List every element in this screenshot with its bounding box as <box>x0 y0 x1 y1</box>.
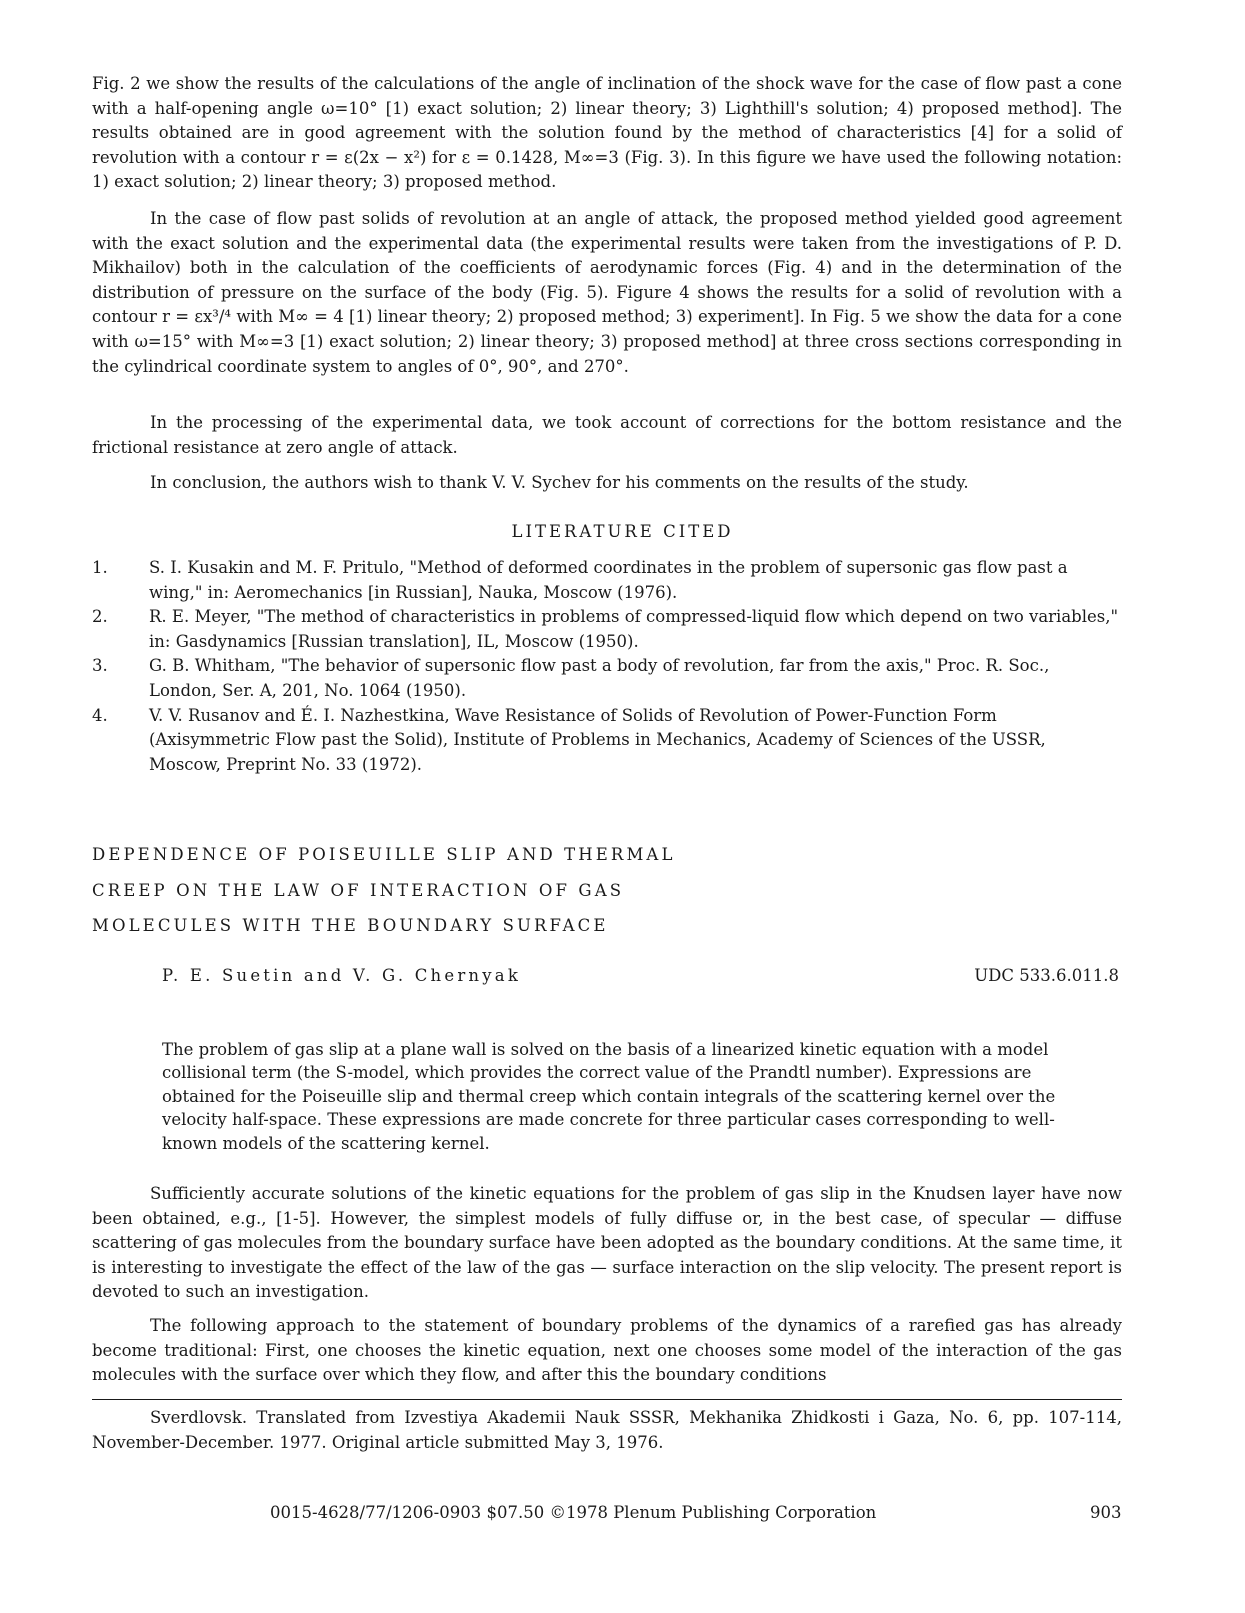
reference-item <box>92 605 1122 654</box>
page-number: 903 <box>1090 1503 1122 1522</box>
reference-text: S. I. Kusakin and M. F. Pritulo, "Method of deformed coordinates in the problem of supersonic gas flow past a wing," in: Aeromechanics [in Russian], Nauka, Moscow (1976). <box>149 558 1068 602</box>
article-body-paragraph-1: Sufficiently accurate solutions of the kinetic equations for the problem of gas slip in the Knudsen layer have now been obtained, e.g., [1-5]. However, the simplest models of fully diffuse or, in the best case, of specular — diffuse scattering of gas molecules from the boundary surface have been adopted as the boundary conditions. At the same time, it is interesting to investigate the effect of the law of the gas — surface interaction on the slip velocity. The present report is devoted to such an investigation. <box>92 1184 1122 1302</box>
reference-item <box>92 704 1122 778</box>
reference-number: 2. <box>92 607 108 627</box>
udc-code: UDC 533.6.011.8 <box>974 966 1119 985</box>
paragraph-angle-of-attack: In the case of flow past solids of revolution at an angle of attack, the proposed method yielded good agreement with the exact solution and the experimental data (the experimental results were taken from the investigations of P. D. Mikhailov) both in the calculation of the coefficients of aerodynamic forces (Fig. 4) and in the determination of the distribution of pressure on the surface of the body (Fig. 5). Figure 4 shows the results for a solid of revolution with a contour r = εx³/⁴ with M∞ = 4 [1) linear theory; 2) proposed method; 3) experiment]. In Fig. 5 we show the data for a cone with ω=15° with M∞=3 [1) exact solution; 2) linear theory; 3) proposed method] at three cross sections corresponding in the cylindrical coordinate system to angles of 0°, 90°, and 270°. <box>92 209 1122 376</box>
footnote: Sverdlovsk. Translated from Izvestiya Akademii Nauk SSSR, Mekhanika Zhidkosti i Gaza, No. 6, pp. 107-114, November-December. 1977. Original article submitted May 3, 1976. <box>92 1408 1122 1452</box>
article-title-line-3: MOLECULES WITH THE BOUNDARY SURFACE <box>92 916 609 935</box>
reference-item <box>92 654 1122 703</box>
reference-list <box>92 556 1122 777</box>
reference-text: V. V. Rusanov and É. I. Nazhestkina, Wave Resistance of Solids of Revolution of Power-Function Form (Axisymmetric Flow past the Solid), Institute of Problems in Mechanics, Academy of Sciences of the USSR, Moscow, Preprint No. 33 (1972). <box>149 705 1046 774</box>
article-title-line-1: DEPENDENCE OF POISEUILLE SLIP AND THERMAL <box>92 845 676 864</box>
paragraph-processing: In the processing of the experimental data, we took account of corrections for the bottom resistance and the frictional resistance at zero angle of attack. <box>92 413 1122 457</box>
reference-number: 1. <box>92 558 108 577</box>
reference-number: 4. <box>92 705 108 725</box>
copyright-line: 0015-4628/77/1206-0903 $07.50 ©1978 Plenum Publishing Corporation <box>270 1503 877 1522</box>
reference-item <box>92 556 1122 605</box>
paragraph-fig2-results: Fig. 2 we show the results of the calculations of the angle of inclination of the shock wave for the case of flow past a cone with a half-opening angle ω=10° [1) exact solution; 2) linear theory; 3) Lighthill's solution; 4) proposed method]. The results obtained are in good agreement with the solution found by the method of characteristics [4] for a solid of revolution with a contour r = ε(2x − x²) for ε = 0.1428, M∞=3 (Fig. 3). In this figure we have used the following notation: 1) exact solution; 2) linear theory; 3) proposed method. <box>92 74 1122 192</box>
literature-cited-heading: LITERATURE CITED <box>511 522 734 541</box>
article-body-paragraph-2: The following approach to the statement of boundary problems of the dynamics of a rarefied gas has already become traditional: First, one chooses the kinetic equation, next one chooses some model of the interaction of the gas molecules with the surface over which they flow, and after this the boundary conditions <box>92 1316 1122 1385</box>
article-abstract: The problem of gas slip at a plane wall is solved on the basis of a linearized kinetic equation with a model collisional term (the S-model, which provides the correct value of the Prandtl number). Expressions are obtained for the Poiseuille slip and thermal creep which contain integrals of the scattering kernel over the velocity half-space. These expressions are made concrete for three particular cases corresponding to well-known models of the scattering kernel. <box>162 1040 1056 1153</box>
reference-text: G. B. Whitham, "The behavior of supersonic flow past a body of revolution, far from the axis," Proc. R. Soc., London, Ser. A, 201, No. 1064 (1950). <box>149 656 1050 700</box>
reference-text: R. E. Meyer, "The method of characteristics in problems of compressed-liquid flow which depend on two variables," in: Gasdynamics [Russian translation], IL, Moscow (1950). <box>149 607 1119 651</box>
article-title-line-2: CREEP ON THE LAW OF INTERACTION OF GAS <box>92 881 625 900</box>
article-authors: P. E. Suetin and V. G. Chernyak <box>162 966 522 985</box>
reference-number: 3. <box>92 656 108 676</box>
paragraph-conclusion: In conclusion, the authors wish to thank V. V. Sychev for his comments on the results of the study. <box>150 473 969 492</box>
footnote-divider <box>92 1399 1122 1400</box>
